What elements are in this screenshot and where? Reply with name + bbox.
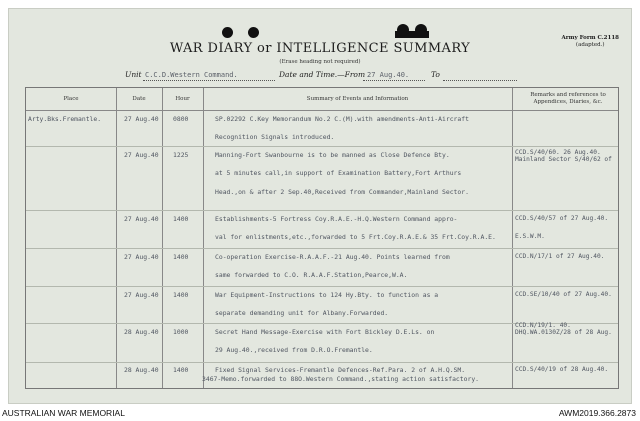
col-divider	[512, 88, 513, 388]
entry-remark-line: CCD.S/40/57 of 27 Aug.40.	[515, 215, 609, 222]
entry-hour: 0800	[173, 115, 189, 123]
col-divider	[203, 88, 204, 388]
diary-sheet	[8, 8, 632, 404]
form-subtitle: (Erase heading not required)	[279, 59, 361, 65]
entry-summary-line: SP.02292 C.Key Memorandum No.2 C.(M).with amendments-Anti-Aircraft	[215, 115, 469, 123]
entry-summary-line: Co-operation Exercise-R.A.A.F.-21 Aug.40. Points learned from	[215, 253, 450, 261]
entry-hour: 1400	[173, 215, 189, 223]
entry-remark-line: CCD.S/40/60. 26 Aug.40.	[515, 149, 601, 156]
footer-credit: AUSTRALIAN WAR MEMORIAL	[2, 408, 125, 418]
entry-summary-line: 29 Aug.40.,received from D.R.O.Fremantle.	[215, 346, 373, 354]
col-header-remarks: Remarks and references to Appendices, Diaries, &c.	[530, 92, 606, 105]
row-divider	[26, 248, 618, 249]
unit-underline	[143, 80, 275, 81]
to-underline	[443, 80, 517, 81]
form-title: WAR DIARY or INTELLIGENCE SUMMARY	[169, 41, 471, 56]
entry-summary-line: Establishments-5 Fortress Coy.R.A.E.-H.Q.Western Command appro-	[215, 215, 458, 223]
to-label: To	[431, 70, 440, 79]
col-header-summary: Summary of Events and Information	[306, 95, 409, 102]
entry-date: 27 Aug.40	[124, 115, 159, 123]
footer-accession-number: AWM2019.366.2873	[558, 408, 636, 418]
entry-date: 27 Aug.40	[124, 215, 159, 223]
entry-summary-line: Fixed Signal Services-Fremantle Defences-Ref.Para. 2 of A.H.Q.SM.	[215, 366, 466, 374]
row-divider	[26, 146, 618, 147]
entry-summary-line: Recognition Signals introduced.	[215, 133, 335, 141]
row-divider	[26, 286, 618, 287]
col-header-date: Date	[132, 95, 146, 102]
entry-place: Arty.Bks.Fremantle.	[28, 115, 102, 123]
row-divider	[26, 210, 618, 211]
entry-date: 27 Aug.40	[124, 291, 159, 299]
entry-remark-line: CCD.N/17/1 of 27 Aug.40.	[515, 253, 605, 260]
entry-date: 28 Aug.40	[124, 328, 159, 336]
entry-summary-line: 3467-Memo.forwarded to 88O.Western Command.,stating action satisfactory.	[202, 375, 480, 383]
entry-remark-line: DHQ.WA.0130Z/28 of 28 Aug.	[515, 329, 612, 336]
entry-date: 28 Aug.40	[124, 366, 159, 374]
entry-hour: 1400	[173, 366, 189, 374]
row-divider	[26, 362, 618, 363]
date-label: Date and Time.—From	[279, 70, 366, 79]
entry-summary-line: Secret Hand Message-Exercise with Fort Bickley D.E.Ls. on	[215, 328, 435, 336]
punch-hole-left	[222, 27, 233, 38]
entry-remark-line: CCD.S/40/19 of 28 Aug.40.	[515, 366, 609, 373]
entry-date: 27 Aug.40	[124, 151, 159, 159]
date-from-value: 27 Aug.40.	[367, 71, 410, 79]
punch-hole-right	[248, 27, 259, 38]
entry-hour: 1400	[173, 291, 189, 299]
entry-summary-line: same forwarded to C.O. R.A.A.F.Station,Pearce,W.A.	[215, 271, 408, 279]
entry-hour: 1400	[173, 253, 189, 261]
col-header-place: Place	[63, 95, 79, 102]
entry-remark-line: CCD.N/19/1. 40.	[515, 322, 571, 329]
entry-summary-line: Manning-Fort Swanbourne is to be manned as Close Defence Bty.	[215, 151, 450, 159]
date-underline	[363, 80, 425, 81]
entry-remark-line: Mainland Sector S/40/62 of	[515, 156, 612, 163]
entry-summary-line: separate demanding unit for Albany.Forwarded.	[215, 309, 389, 317]
entry-remark-line: CCD.SE/10/40 of 27 Aug.40.	[515, 291, 612, 298]
entry-summary-line: War Equipment-Instructions to 124 Hy.Bty. to function as a	[215, 291, 439, 299]
col-divider	[162, 88, 163, 388]
paper-clip	[395, 24, 429, 38]
entry-summary-line: at 5 minutes call,in support of Examination Battery,Fort Arthurs	[215, 169, 462, 177]
entry-remark-line: E.S.W.M.	[515, 233, 545, 240]
col-header-hour: Hour	[175, 95, 190, 102]
entry-summary-line: Head.,on & after 2 Sep.40,Received from Commander,Mainland Sector.	[215, 188, 469, 196]
entry-date: 27 Aug.40	[124, 253, 159, 261]
entry-summary-line: val for enlistments,etc.,forwarded to 5 Frt.Coy.R.A.E.& 35 Frt.Coy.R.A.E.	[215, 233, 496, 241]
col-divider	[116, 88, 117, 388]
entry-hour: 1000	[173, 328, 189, 336]
unit-label: Unit	[125, 70, 142, 79]
army-form-number: Army Form C.2118	[561, 35, 619, 41]
army-form-adapted: (adapted.)	[575, 42, 605, 48]
unit-value: C.C.D.Western Command.	[145, 71, 238, 79]
diary-table	[25, 87, 619, 389]
header-divider	[26, 110, 618, 111]
entry-hour: 1225	[173, 151, 189, 159]
army-form-label	[561, 35, 619, 49]
